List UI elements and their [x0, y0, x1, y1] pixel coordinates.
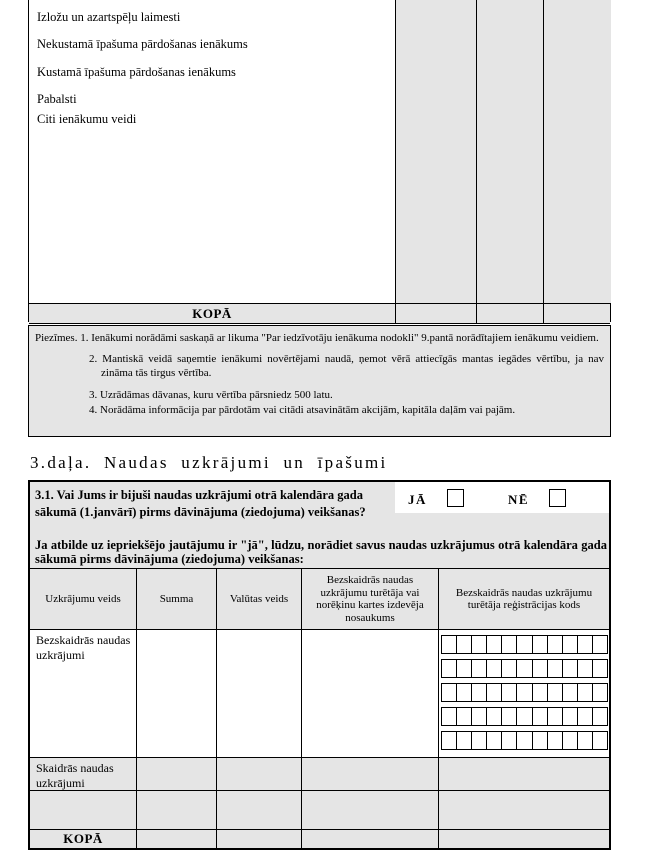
code-cell[interactable]: [532, 732, 547, 749]
header-label: Bezskaidrās naudas uzkrājumu turētāja reģistrācijas kods: [455, 586, 593, 611]
code-cell[interactable]: [516, 732, 531, 749]
header-label: Summa: [159, 592, 194, 605]
yes-no-area: [395, 482, 609, 513]
code-row: [441, 683, 608, 702]
code-cell[interactable]: [532, 684, 547, 701]
code-cell[interactable]: [516, 684, 531, 701]
income-value-cell[interactable]: [395, 0, 476, 303]
valuta-cell[interactable]: [217, 758, 302, 790]
income-value-columns: [395, 0, 611, 303]
code-cell[interactable]: [577, 732, 592, 749]
code-cell[interactable]: [486, 708, 501, 725]
income-table: [28, 0, 611, 322]
note-text: Norādāma informācija par pārdotām vai citādi atsavinātām akcijām, kapitāla daļām vai pajām.: [100, 404, 516, 416]
summa-cell[interactable]: [137, 630, 217, 757]
code-cell[interactable]: [562, 660, 577, 677]
code-cell[interactable]: [547, 636, 562, 653]
code-cell[interactable]: [501, 660, 516, 677]
table-row: [30, 757, 609, 790]
header-label: Uzkrājumu veids: [45, 592, 121, 605]
kods-cell[interactable]: [439, 791, 609, 829]
code-cell[interactable]: [501, 708, 516, 725]
note-number: 1.: [80, 332, 89, 344]
row-label-skaidras: Skaidrās naudas uzkrājumi: [30, 758, 137, 790]
savings-total-row: [30, 829, 609, 848]
code-row: [441, 635, 608, 654]
code-row: [441, 659, 608, 678]
savings-total-label: KOPĀ: [30, 830, 137, 848]
note-text: Mantiskā veidā saņemtie ienākumi novērtējami naudā, ņemot vērā attiecīgās mantas iegādes vērtību, ja nav zināma tās tirgus vērtība.: [101, 353, 604, 379]
yes-checkbox[interactable]: [447, 489, 464, 507]
code-grid: [439, 630, 609, 757]
code-cell[interactable]: [486, 684, 501, 701]
code-cell[interactable]: [592, 636, 608, 653]
savings-table-header-row: [30, 568, 609, 629]
valuta-total-cell[interactable]: [217, 830, 302, 848]
header-summa: [137, 569, 217, 629]
code-cell[interactable]: [441, 660, 456, 677]
income-row-label: Izložu un azartspēļu laimesti: [37, 10, 181, 24]
summa-cell[interactable]: [137, 758, 217, 790]
code-cell[interactable]: [592, 708, 608, 725]
note-text: Ienākumi norādāmi saskaņā ar likuma "Par iedzīvotāju ienākuma nodokli" 9.pantā norādītajiem ienākumu veidiem.: [91, 332, 599, 344]
income-total-label: KOPĀ: [192, 306, 232, 321]
header-label: Valūtas veids: [229, 592, 289, 605]
kods-total-cell[interactable]: [439, 830, 609, 848]
code-cell[interactable]: [547, 660, 562, 677]
notes-label: Piezīmes.: [35, 332, 78, 344]
code-cell[interactable]: [456, 636, 471, 653]
code-cell[interactable]: [562, 684, 577, 701]
nosaukums-cell[interactable]: [302, 630, 439, 757]
code-cell[interactable]: [547, 684, 562, 701]
question-3-1: 3.1. Vai Jums ir bijuši naudas uzkrājumi otrā kalendāra gada sākumā (1.janvārī) pirms dāvinājuma (ziedojuma) veikšanas?: [35, 488, 366, 519]
code-cell[interactable]: [486, 636, 501, 653]
row-label-bezskaidras: Bezskaidrās naudas uzkrājumi: [30, 630, 137, 757]
section3-box: [28, 480, 611, 850]
note-item: [35, 352, 604, 380]
code-cell[interactable]: [441, 684, 456, 701]
code-cell[interactable]: [577, 684, 592, 701]
table-row: [30, 790, 609, 829]
code-cell[interactable]: [456, 708, 471, 725]
code-cell[interactable]: [501, 636, 516, 653]
code-cell[interactable]: [562, 708, 577, 725]
code-cell[interactable]: [577, 660, 592, 677]
code-cell[interactable]: [516, 636, 531, 653]
code-cell[interactable]: [532, 660, 547, 677]
yes-label: JĀ: [408, 492, 427, 507]
code-cell[interactable]: [501, 732, 516, 749]
code-cell[interactable]: [456, 660, 471, 677]
row-label-empty: [30, 791, 137, 829]
nosaukums-cell[interactable]: [302, 758, 439, 790]
code-cell[interactable]: [441, 636, 456, 653]
code-row: [441, 707, 608, 726]
header-valutas-veids: [217, 569, 302, 629]
code-cell[interactable]: [471, 732, 486, 749]
income-value-cell[interactable]: [476, 0, 543, 303]
code-cell[interactable]: [471, 660, 486, 677]
code-cell[interactable]: [471, 636, 486, 653]
code-cell[interactable]: [547, 732, 562, 749]
code-cell[interactable]: [592, 732, 608, 749]
note-item: [35, 403, 604, 417]
no-label: NĒ: [508, 492, 530, 507]
note-item: [35, 388, 604, 402]
code-cell[interactable]: [471, 708, 486, 725]
instruction-text: Ja atbilde uz iepriekšējo jautājumu ir "jā", lūdzu, norādiet savus naudas uzkrājumus otrā kalendāra gada sākumā pirms dāvinājuma (ziedojuma) veikšanas:: [35, 538, 607, 566]
valuta-cell[interactable]: [217, 630, 302, 757]
table-row: [30, 629, 609, 757]
code-cell[interactable]: [486, 732, 501, 749]
code-cell[interactable]: [547, 708, 562, 725]
code-cell[interactable]: [456, 732, 471, 749]
nosaukums-total-cell[interactable]: [302, 830, 439, 848]
header-registracijas-kods: [439, 569, 609, 629]
code-cell[interactable]: [501, 684, 516, 701]
note-text: Uzrādāmas dāvanas, kuru vērtība pārsniedz 500 latu.: [100, 389, 333, 401]
no-checkbox[interactable]: [549, 489, 566, 507]
code-cell[interactable]: [532, 708, 547, 725]
income-total-cell[interactable]: [476, 304, 543, 323]
notes-box: [28, 325, 611, 437]
income-value-cell[interactable]: [543, 0, 611, 303]
header-turetaja-nosaukums: [302, 569, 439, 629]
income-row-label: Kustamā īpašuma pārdošanas ienākums: [37, 65, 236, 79]
code-cell[interactable]: [516, 660, 531, 677]
note-number: 4.: [89, 404, 98, 416]
income-row-label: Pabalsti: [37, 92, 77, 106]
code-cell[interactable]: [471, 684, 486, 701]
income-row-label: Nekustamā īpašuma pārdošanas ienākums: [37, 37, 248, 51]
income-total-cell[interactable]: [543, 304, 610, 323]
code-row: [441, 731, 608, 750]
note-item: [35, 331, 604, 345]
nosaukums-cell[interactable]: [302, 791, 439, 829]
code-cell[interactable]: [592, 660, 608, 677]
income-row-label: Citi ienākumu veidi: [37, 112, 137, 126]
code-cell[interactable]: [486, 660, 501, 677]
code-cell[interactable]: [562, 636, 577, 653]
note-number: 2.: [89, 353, 98, 365]
valuta-cell[interactable]: [217, 791, 302, 829]
income-total-cell[interactable]: [395, 304, 476, 323]
summa-total-cell[interactable]: [137, 830, 217, 848]
code-cell[interactable]: [441, 708, 456, 725]
header-label: Bezskaidrās naudas uzkrājumu turētāja vai norēķinu kartes izdevēja nosaukums: [316, 574, 424, 624]
code-cell[interactable]: [441, 732, 456, 749]
header-uzkrajumu-veids: [30, 569, 137, 629]
code-cell[interactable]: [456, 684, 471, 701]
kods-cell[interactable]: [439, 758, 609, 790]
code-cell[interactable]: [562, 732, 577, 749]
code-cell[interactable]: [577, 708, 592, 725]
income-total-row: [29, 303, 610, 324]
summa-cell[interactable]: [137, 791, 217, 829]
code-cell[interactable]: [532, 636, 547, 653]
code-cell[interactable]: [577, 636, 592, 653]
note-number: 3.: [89, 389, 98, 401]
section3-heading: 3.daļa. Naudas uzkrājumi un īpašumi: [30, 453, 388, 472]
code-cell[interactable]: [592, 684, 608, 701]
savings-table: [30, 568, 609, 848]
code-cell[interactable]: [516, 708, 531, 725]
